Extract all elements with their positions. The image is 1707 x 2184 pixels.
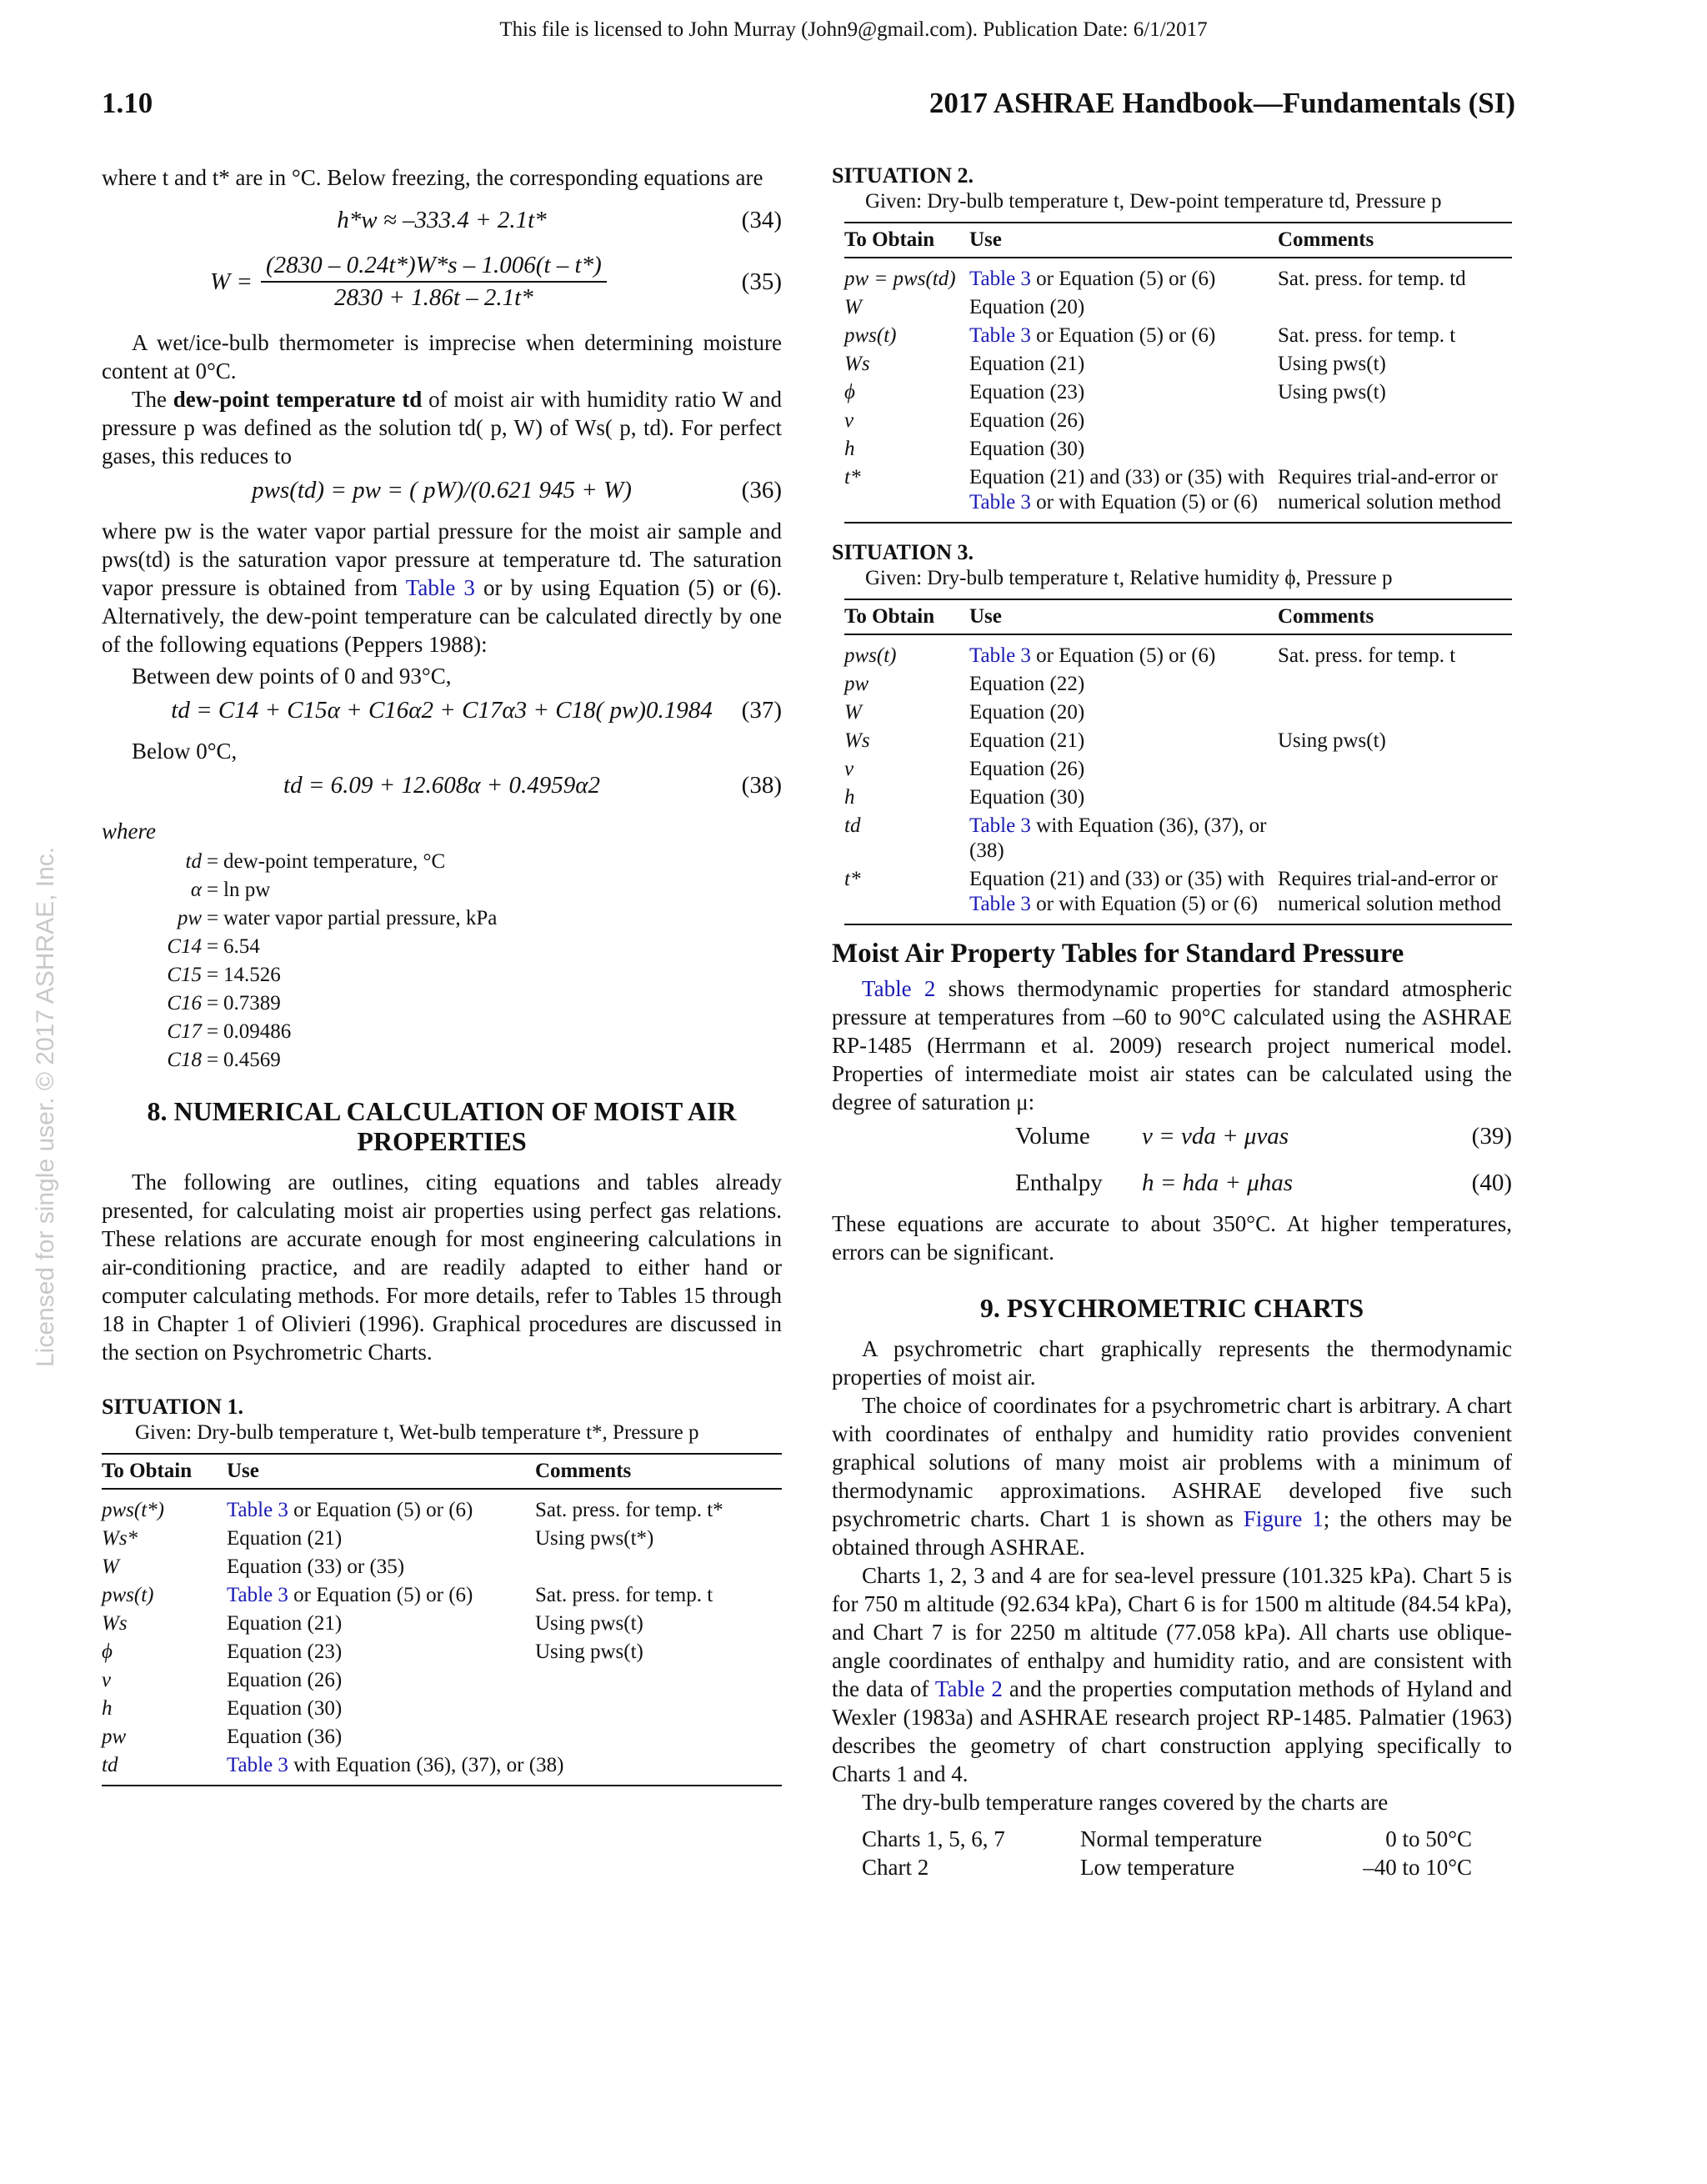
equation-37-number: (37) <box>741 697 782 724</box>
definition-value: ln pw <box>223 879 271 901</box>
equation-34 <box>102 200 782 247</box>
situation-1-title: SITUATION 1. <box>102 1395 244 1419</box>
table-row <box>102 1695 782 1723</box>
cell-comments: Sat. press. for temp. t <box>1278 324 1456 347</box>
equation-36-number: (36) <box>741 477 782 503</box>
equation-39-body: v = vda + μvas <box>1142 1123 1289 1150</box>
table-2-link[interactable]: Table 2 <box>862 976 936 1001</box>
equation-34-number: (34) <box>741 207 782 233</box>
range-label: Normal temperature <box>1080 1826 1263 1851</box>
paragraph-psychrometric-1: A psychrometric chart graphically represents the thermodynamic properties of moist air. <box>832 1336 1512 1390</box>
psy2-text-b: ; the others may be obtained through ASHRAE. <box>832 1506 1513 1560</box>
section-8-heading: 8. NUMERICAL CALCULATION OF MOIST AIR PROPERTIES <box>147 1096 737 1156</box>
col-header-comments: Comments <box>1278 599 1512 634</box>
table-3-link[interactable]: Table 3 <box>969 893 1031 915</box>
definition-symbol: C16 <box>167 992 202 1014</box>
cell-comments <box>1278 699 1512 727</box>
definition-value: dew-point temperature, °C <box>223 850 446 873</box>
table-row <box>844 322 1512 350</box>
paragraph-table-2 <box>832 974 1512 1116</box>
moist-air-tables-heading: Moist Air Property Tables for Standard Pressure <box>832 939 1404 969</box>
cell-use <box>969 865 1278 924</box>
range-value: –40 to 10°C <box>1363 1855 1472 1880</box>
cell-obtain: pws(t) <box>102 1584 154 1606</box>
cell-use: Equation (33) or (35) <box>227 1555 405 1578</box>
table-3-link[interactable]: Table 3 <box>969 491 1031 513</box>
situation-3-title: SITUATION 3. <box>832 540 974 564</box>
paragraph-below-zero: Below 0°C, <box>132 739 238 764</box>
cell-comments: Using pws(t) <box>535 1641 643 1663</box>
cell-obtain: t* <box>844 865 969 924</box>
dew-point-term: dew-point temperature td <box>173 387 423 412</box>
cell-obtain: pws(t) <box>844 324 897 347</box>
cell-use-text: Equation (21) and (33) or (35) with <box>969 868 1265 890</box>
paragraph-psychrometric-3 <box>832 1561 1512 1788</box>
figure-1-link[interactable]: Figure 1 <box>1243 1506 1324 1531</box>
cell-obtain: td <box>844 814 861 837</box>
table-3-link[interactable]: Table 3 <box>969 324 1031 347</box>
dew-point-text-a: The <box>132 387 173 412</box>
table-3-link[interactable]: Table 3 <box>227 1584 288 1606</box>
situation-1-given: Given: Dry-bulb temperature t, Wet-bulb temperature t*, Pressure p <box>135 1421 699 1444</box>
cell-obtain: Ws <box>844 729 870 752</box>
definition-value: water vapor partial pressure, kPa <box>223 907 498 929</box>
table-3-link[interactable]: Table 3 <box>969 268 1031 290</box>
cell-use: Equation (36) <box>227 1726 343 1748</box>
col-header-to-obtain: To Obtain <box>844 599 969 634</box>
table-2-text: shows thermodynamic properties for standard atmospheric pressure at temperatures from –60 to 90°C calculated using the ASHRAE RP-1485 (Herrmann et al. 2009) research project numerical model. Properties of intermediate moist air states can be calculated using the degree of saturation μ: <box>832 976 1513 1115</box>
cell-obtain: h <box>844 786 855 809</box>
table-row <box>844 755 1512 784</box>
definition-symbol: C14 <box>167 935 202 958</box>
cell-use <box>227 1751 782 1786</box>
cell-obtain: Ws <box>844 353 870 375</box>
table-row <box>844 435 1512 463</box>
table-row <box>102 1610 782 1638</box>
cell-comments <box>535 1666 782 1695</box>
cell-use: Equation (26) <box>227 1669 343 1691</box>
table-row <box>102 1666 782 1695</box>
table-row <box>844 784 1512 812</box>
definition-value: 0.09486 <box>223 1020 292 1043</box>
paragraph-psychrometric-2 <box>832 1391 1512 1561</box>
definition-row: td = dew-point temperature, °C <box>127 848 782 876</box>
cell-obtain: ϕ <box>844 381 855 403</box>
table-row <box>102 1638 782 1666</box>
cell-comments <box>1278 784 1512 812</box>
cell-obtain: h <box>844 438 855 460</box>
equation-40-label: Enthalpy <box>1015 1170 1103 1196</box>
chart-range-row <box>862 1825 1512 1853</box>
equation-39 <box>832 1116 1512 1163</box>
table-row <box>102 1525 782 1553</box>
cell-comments: Requires trial-and-error or numerical solution method <box>1278 463 1512 523</box>
table-2-link[interactable]: Table 2 <box>934 1676 1003 1701</box>
equation-36 <box>102 470 782 517</box>
cell-use-text: or Equation (5) or (6) <box>1030 324 1216 347</box>
cell-comments <box>1278 755 1512 784</box>
table-3-link[interactable]: Table 3 <box>969 814 1031 837</box>
cell-obtain: pws(t) <box>844 644 897 667</box>
cell-comments: Using pws(t) <box>1278 381 1386 403</box>
definition-symbol: pw <box>177 907 202 929</box>
table-row <box>844 378 1512 407</box>
equation-37-body: td = C14 + C15α + C16α2 + C17α3 + C18( pw)0.1984 <box>171 697 713 724</box>
table-row <box>102 1581 782 1610</box>
equation-38-body: td = 6.09 + 12.608α + 0.4959α2 <box>283 772 600 799</box>
cell-comments: Sat. press. for temp. t* <box>535 1499 723 1521</box>
situation-3-given: Given: Dry-bulb temperature t, Relative humidity ϕ, Pressure p <box>865 567 1393 589</box>
range-label: Low temperature <box>1080 1855 1235 1880</box>
definition-row: C14 = 6.54 <box>127 933 782 961</box>
table-3-link[interactable]: Table 3 <box>227 1499 288 1521</box>
table-3-link[interactable]: Table 3 <box>405 575 475 600</box>
definition-value: 0.7389 <box>223 992 281 1014</box>
cell-comments: Sat. press. for temp. td <box>1278 268 1466 290</box>
equation-40 <box>832 1163 1512 1210</box>
range-value: 0 to 50°C <box>1385 1826 1472 1851</box>
page-number: 1.10 <box>102 87 153 119</box>
dew-point-text-b: of moist air with humidity ratio W and pressure p was defined as the solution td( p, W) of Ws( p, td). For perfect gases, this reduces to <box>102 387 782 468</box>
equation-35 <box>102 247 782 323</box>
cell-comments: Sat. press. for temp. t <box>1278 644 1456 667</box>
paragraph-where-pw <box>102 517 782 659</box>
table-row <box>102 1723 782 1751</box>
paragraph-wet-ice: A wet/ice-bulb thermometer is imprecise when determining moisture content at 0°C. <box>102 330 782 383</box>
cell-obtain: Ws* <box>102 1527 138 1550</box>
cell-obtain: v <box>102 1669 112 1691</box>
cell-obtain: v <box>844 409 854 432</box>
cell-comments: Using pws(t) <box>535 1612 643 1635</box>
cell-use <box>969 463 1278 523</box>
psy2-text-a: The choice of coordinates for a psychrometric chart is arbitrary. A chart with coordinates of enthalpy and humidity ratio provides convenient graphical solutions of many moist air problems with a minimum of thermodynamic approximations. ASHRAE developed five such psychrometric charts. Chart 1 is shown as <box>832 1393 1512 1531</box>
cell-obtain: Ws <box>102 1612 128 1635</box>
definition-symbol: C18 <box>167 1049 202 1071</box>
where-label: where <box>102 819 156 844</box>
table-row <box>102 1489 782 1525</box>
where-pw-text-b: or by using Equation (5) or (6). Alternatively, the dew-point temperature can be calculated directly by one of the following equations (Peppers 1988): <box>102 575 782 657</box>
cell-comments: Sat. press. for temp. t <box>535 1584 713 1606</box>
paragraph-below-freezing: where t and t* are in °C. Below freezing, the corresponding equations are <box>102 165 763 190</box>
equation-39-number: (39) <box>1471 1123 1512 1150</box>
cell-obtain: pws(t*) <box>102 1499 164 1521</box>
cell-comments: Using pws(t) <box>1278 353 1386 375</box>
paragraph-outlines: The following are outlines, citing equations and tables already presented, for calculating moist air properties using perfect gas relations. These relations are accurate enough for most engineering calculations in air-conditioning practice, and are readily adapted to either hand or computer calculating methods. For more details, refer to Tables 15 through 18 in Chapter 1 of Olivieri (1996). Graphical procedures are discussed in the section on Psychrometric Charts. <box>102 1170 782 1365</box>
cell-use: Equation (23) <box>227 1641 343 1663</box>
cell-use-text: or Equation (5) or (6) <box>288 1499 473 1521</box>
cell-obtain: t* <box>844 463 969 523</box>
cell-use: Equation (30) <box>969 786 1085 809</box>
definition-row: C15 = 14.526 <box>127 961 782 989</box>
definition-row: C16 = 0.7389 <box>127 989 782 1018</box>
definition-row: pw = water vapor partial pressure, kPa <box>127 904 782 933</box>
cell-use <box>969 258 1278 293</box>
paragraph-between-dew-points: Between dew points of 0 and 93°C, <box>132 664 452 689</box>
table-3-link[interactable]: Table 3 <box>227 1754 288 1776</box>
cell-use-text: or with Equation (5) or (6) <box>1030 893 1259 915</box>
table-row <box>844 699 1512 727</box>
cell-comments: Using pws(t) <box>1278 729 1386 752</box>
definition-row: C17 = 0.09486 <box>127 1018 782 1046</box>
paragraph-psychrometric-4: The dry-bulb temperature ranges covered by the charts are <box>862 1790 1389 1815</box>
col-header-to-obtain: To Obtain <box>102 1454 227 1489</box>
definition-symbol: C17 <box>167 1020 202 1043</box>
equation-40-number: (40) <box>1471 1170 1512 1196</box>
cell-comments: Requires trial-and-error or numerical solution method <box>1278 865 1512 924</box>
cell-use: Equation (21) <box>969 729 1085 752</box>
cell-use: Equation (22) <box>969 673 1085 695</box>
range-charts: Chart 2 <box>862 1855 929 1880</box>
cell-obtain: h <box>102 1697 113 1720</box>
cell-obtain: pw = pws(td) <box>844 268 956 290</box>
definition-symbol: C15 <box>167 964 202 986</box>
col-header-use: Use <box>969 599 1278 634</box>
cell-obtain: W <box>102 1555 119 1578</box>
cell-obtain: W <box>844 701 862 724</box>
cell-use-text: with Equation (36), (37), or (38) <box>969 814 1267 862</box>
cell-comments <box>1278 812 1512 865</box>
cell-obtain: ϕ <box>102 1641 113 1663</box>
situation-1-table <box>102 1453 782 1786</box>
equation-38 <box>102 765 782 812</box>
table-row <box>844 463 1512 523</box>
section-9-heading: 9. PSYCHROMETRIC CHARTS <box>979 1293 1364 1323</box>
cell-comments <box>535 1723 782 1751</box>
col-header-use: Use <box>969 223 1278 258</box>
cell-use <box>227 1581 535 1610</box>
equation-40-body: h = hda + μhas <box>1142 1170 1293 1196</box>
equation-35-number: (35) <box>741 268 782 295</box>
table-row <box>102 1751 782 1786</box>
cell-obtain: W <box>844 296 862 318</box>
cell-use-text: with Equation (36), (37), or (38) <box>288 1754 564 1776</box>
table-row <box>844 812 1512 865</box>
table-row <box>844 350 1512 378</box>
cell-use: Equation (21) <box>227 1612 343 1635</box>
cell-use: Equation (21) <box>969 353 1085 375</box>
running-head: 2017 ASHRAE Handbook—Fundamentals (SI) <box>929 87 1515 119</box>
cell-use <box>969 634 1278 670</box>
table-row <box>102 1553 782 1581</box>
psy3-text-a: Charts 1, 2, 3 and 4 are for sea-level pressure (101.325 kPa). Chart 5 is for 750 m altitude (92.634 kPa), Chart 6 is for 1500 m altitude (84.54 kPa), and Chart 7 is for 2250 m altitude (77.058 kPa). All charts use oblique-angle coordinates of enthalpy and humidity ratio, and are consistent with the data of <box>832 1563 1512 1701</box>
cell-obtain: v <box>844 758 854 780</box>
equation-39-label: Volume <box>1015 1123 1090 1150</box>
cell-use: Equation (26) <box>969 409 1085 432</box>
cell-use <box>969 322 1278 350</box>
table-row <box>844 727 1512 755</box>
paragraph-dew-point <box>102 385 782 470</box>
definition-value: 0.4569 <box>223 1049 281 1071</box>
cell-use-text: or Equation (5) or (6) <box>288 1584 473 1606</box>
col-header-to-obtain: To Obtain <box>844 223 969 258</box>
equation-34-body: h*w ≈ –333.4 + 2.1t* <box>337 207 547 233</box>
cell-use <box>227 1489 535 1525</box>
psy3-text-b: and the properties computation methods of Hyland and Wexler (1983a) and ASHRAE research project RP-1485. Palmatier (1963) describes the geometry of chart construction applying specifically to Charts 1 and 4. <box>832 1676 1512 1786</box>
table-row <box>844 865 1512 924</box>
cell-use: Equation (20) <box>969 296 1085 318</box>
equation-35-lhs: W = <box>210 268 253 295</box>
cell-comments <box>1278 293 1512 322</box>
cell-use: Equation (26) <box>969 758 1085 780</box>
table-row <box>844 407 1512 435</box>
paragraph-accurate: These equations are accurate to about 350°C. At higher temperatures, errors can be significant. <box>832 1211 1512 1265</box>
cell-use: Equation (20) <box>969 701 1085 724</box>
cell-use-text: or Equation (5) or (6) <box>1030 644 1216 667</box>
right-column <box>832 163 1512 1881</box>
equation-35-numerator: (2830 – 0.24t*)W*s – 1.006(t – t*) <box>261 252 607 283</box>
cell-comments <box>1278 670 1512 699</box>
cell-use-text: or with Equation (5) or (6) <box>1030 491 1259 513</box>
situation-2-given: Given: Dry-bulb temperature t, Dew-point temperature td, Pressure p <box>865 190 1442 213</box>
col-header-comments: Comments <box>535 1454 782 1489</box>
cell-obtain: pw <box>102 1726 127 1748</box>
cell-use: Equation (30) <box>227 1697 343 1720</box>
chart-range-row <box>862 1853 1512 1881</box>
situation-2-table <box>844 222 1512 523</box>
range-charts: Charts 1, 5, 6, 7 <box>862 1826 1005 1851</box>
cell-obtain: pw <box>844 673 869 695</box>
table-3-link[interactable]: Table 3 <box>969 644 1031 667</box>
cell-use: Equation (23) <box>969 381 1085 403</box>
equation-37 <box>102 690 782 737</box>
cell-comments <box>535 1695 782 1723</box>
table-row <box>844 293 1512 322</box>
definition-symbol: α <box>190 879 202 901</box>
table-row <box>844 670 1512 699</box>
situation-2-title: SITUATION 2. <box>832 163 974 188</box>
equation-36-body: pws(td) = pw = ( pW)/(0.621 945 + W) <box>252 477 632 503</box>
cell-use-text: Equation (21) and (33) or (35) with <box>969 466 1265 488</box>
where-pw-text-a: where pw is the water vapor partial pressure for the moist air sample and pws(td) is the saturation vapor pressure at temperature td. The saturation vapor pressure is obtained from <box>102 518 782 600</box>
license-watermark: Licensed for single user. © 2017 ASHRAE, Inc. <box>32 846 59 1367</box>
definition-symbol: td <box>185 850 202 873</box>
definition-row: C18 = 0.4569 <box>127 1046 782 1074</box>
cell-use: Equation (30) <box>969 438 1085 460</box>
chart-ranges-list <box>832 1825 1512 1881</box>
col-header-use: Use <box>227 1454 535 1489</box>
left-column <box>102 163 782 1786</box>
definition-value: 6.54 <box>223 935 260 958</box>
col-header-comments: Comments <box>1278 223 1512 258</box>
cell-comments <box>1278 435 1512 463</box>
definition-row: α = ln pw <box>127 876 782 904</box>
definition-value: 14.526 <box>223 964 281 986</box>
cell-obtain: td <box>102 1751 227 1786</box>
cell-comments <box>1278 407 1512 435</box>
table-row <box>844 634 1512 670</box>
symbol-definitions <box>127 848 782 1074</box>
equation-35-denominator: 2830 + 1.86t – 2.1t* <box>334 284 533 311</box>
equation-38-number: (38) <box>741 772 782 799</box>
license-line: This file is licensed to John Murray (John9@gmail.com). Publication Date: 6/1/2017 <box>499 18 1208 41</box>
cell-use <box>969 812 1278 865</box>
cell-use: Equation (21) <box>227 1527 343 1550</box>
cell-comments <box>535 1553 782 1581</box>
cell-use-text: or Equation (5) or (6) <box>1030 268 1216 290</box>
cell-comments: Using pws(t*) <box>535 1527 654 1550</box>
situation-3-table <box>844 599 1512 925</box>
table-row <box>844 258 1512 293</box>
